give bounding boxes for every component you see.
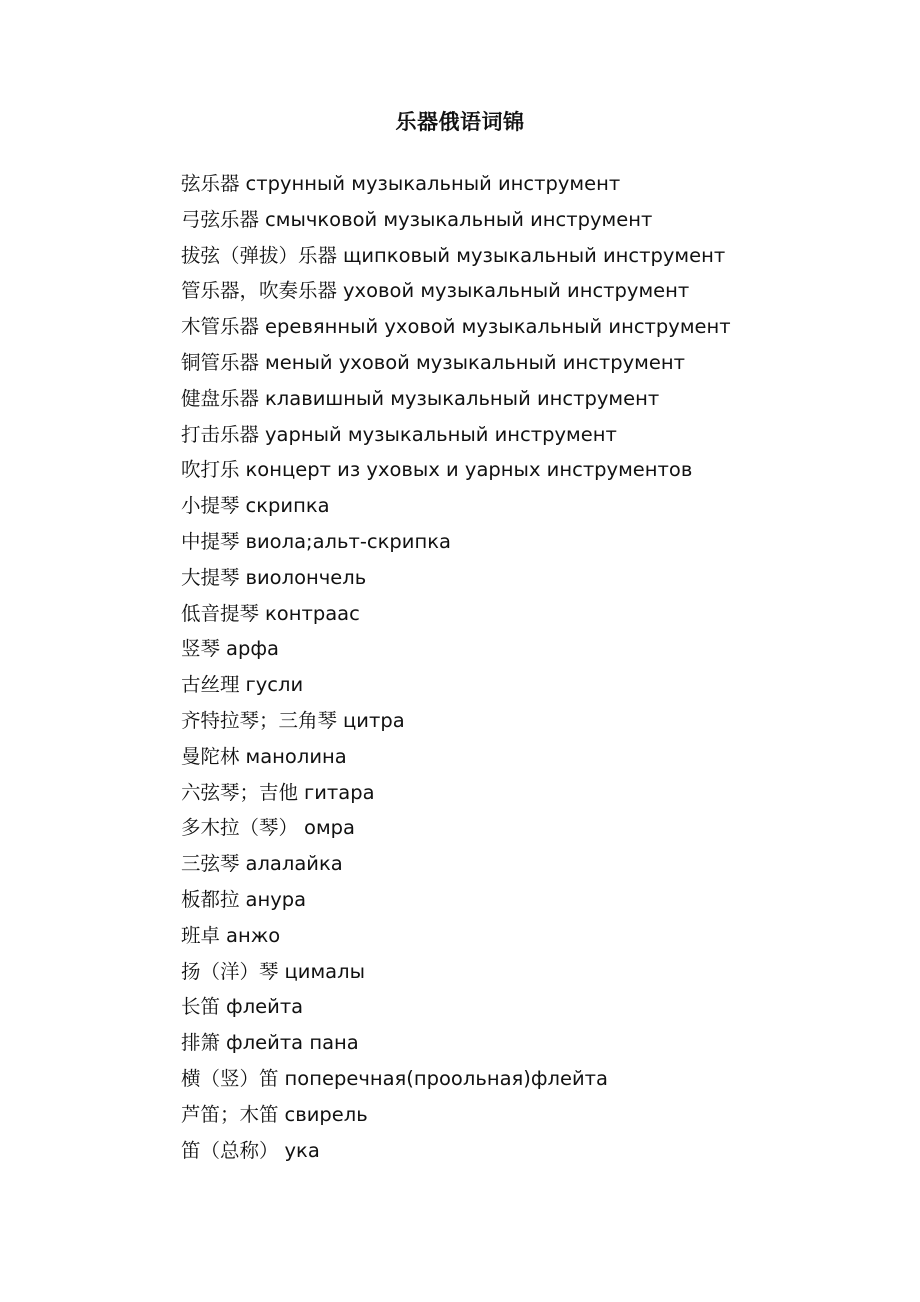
chinese-term: 三弦琴 (181, 852, 240, 876)
chinese-term: 铜管乐器 (181, 350, 260, 374)
chinese-term: 竖琴 (181, 637, 221, 661)
chinese-term: 木管乐器 (181, 315, 260, 339)
vocabulary-entry (181, 775, 881, 811)
vocabulary-entry (181, 739, 881, 775)
vocabulary-entry (181, 560, 881, 596)
chinese-term: 低音提琴 (181, 601, 260, 625)
chinese-term: 拔弦（弹拔）乐器 (181, 243, 338, 267)
vocabulary-entry (181, 381, 881, 417)
vocabulary-entry (181, 989, 881, 1025)
vocabulary-entry (181, 703, 881, 739)
russian-term: еревянный уховой музыкальный инструмент (265, 315, 731, 339)
russian-term: свирель (284, 1102, 368, 1126)
russian-term: смычковой музыкальный инструмент (265, 207, 653, 231)
vocabulary-entry (181, 309, 881, 345)
vocabulary-entry (181, 954, 881, 990)
vocabulary-entry (181, 810, 881, 846)
chinese-term: 笛（总称） (181, 1138, 279, 1162)
chinese-term: 弦乐器 (181, 172, 240, 195)
russian-term: цималы (284, 959, 365, 983)
russian-term: виолончель (245, 565, 367, 589)
russian-term: анура (245, 887, 307, 911)
russian-term: поперечная(проольная)флейта (284, 1066, 608, 1090)
chinese-term: 管乐器，吹奏乐器 (181, 279, 338, 303)
chinese-term: 多木拉（琴） (181, 816, 299, 840)
russian-term: омра (304, 816, 355, 840)
chinese-term: 打击乐器 (181, 422, 260, 446)
russian-term: скрипка (245, 494, 330, 518)
vocabulary-entry (181, 273, 881, 309)
chinese-term: 吹打乐 (181, 458, 240, 482)
chinese-term: 齐特拉琴；三角琴 (181, 708, 338, 732)
russian-term: цитра (343, 708, 405, 732)
russian-term: манолина (245, 744, 347, 768)
vocabulary-entry (181, 596, 881, 632)
chinese-term: 健盘乐器 (181, 386, 260, 410)
vocabulary-entry (181, 345, 881, 381)
vocabulary-entry (181, 631, 881, 667)
vocabulary-entry (181, 1061, 881, 1097)
vocabulary-entry (181, 238, 881, 274)
chinese-term: 排箫 (181, 1031, 221, 1055)
russian-term: ука (284, 1138, 320, 1162)
russian-term: щипковый музыкальный инструмент (343, 243, 726, 267)
russian-term: флейта (226, 995, 304, 1019)
chinese-term: 横（竖）笛 (181, 1066, 279, 1090)
vocabulary-entry (181, 1133, 881, 1169)
chinese-term: 弓弦乐器 (181, 207, 260, 231)
chinese-term: 小提琴 (181, 494, 240, 518)
vocabulary-entry (181, 882, 881, 918)
vocabulary-entry (181, 846, 881, 882)
vocabulary-entry (181, 667, 881, 703)
vocabulary-entry (181, 452, 881, 488)
vocabulary-entry (181, 1097, 881, 1133)
vocabulary-entry (181, 918, 881, 954)
chinese-term: 板都拉 (181, 887, 240, 911)
chinese-term: 芦笛；木笛 (181, 1102, 279, 1126)
vocabulary-list (181, 166, 881, 1168)
vocabulary-entry (181, 524, 881, 560)
russian-term: струнный музыкальный инструмент (245, 172, 621, 195)
russian-term: концерт из уховых и уарных инструментов (245, 458, 693, 482)
vocabulary-entry (181, 202, 881, 238)
russian-term: виола;альт-скрипка (245, 529, 451, 553)
vocabulary-entry (181, 166, 881, 202)
chinese-term: 曼陀林 (181, 744, 240, 768)
russian-term: меный уховой музыкальный инструмент (265, 350, 685, 374)
chinese-term: 古丝理 (181, 673, 240, 697)
russian-term: алалайка (245, 852, 343, 876)
document-title: 乐器俄语词锦 (395, 110, 525, 134)
russian-term: флейта пана (226, 1031, 359, 1055)
russian-term: уарный музыкальный инструмент (265, 422, 617, 446)
chinese-term: 扬（洋）琴 (181, 959, 279, 983)
chinese-term: 长笛 (181, 995, 221, 1019)
vocabulary-entry (181, 488, 881, 524)
vocabulary-entry (181, 1025, 881, 1061)
russian-term: гитара (304, 780, 375, 804)
russian-term: уховой музыкальный инструмент (343, 279, 690, 303)
russian-term: арфа (226, 637, 279, 661)
russian-term: гусли (245, 673, 304, 697)
vocabulary-entry (181, 417, 881, 453)
russian-term: контраас (265, 601, 360, 625)
chinese-term: 大提琴 (181, 565, 240, 589)
russian-term: анжо (226, 923, 281, 947)
chinese-term: 班卓 (181, 923, 221, 947)
russian-term: клавишный музыкальный инструмент (265, 386, 660, 410)
chinese-term: 六弦琴；吉他 (181, 780, 299, 804)
chinese-term: 中提琴 (181, 529, 240, 553)
